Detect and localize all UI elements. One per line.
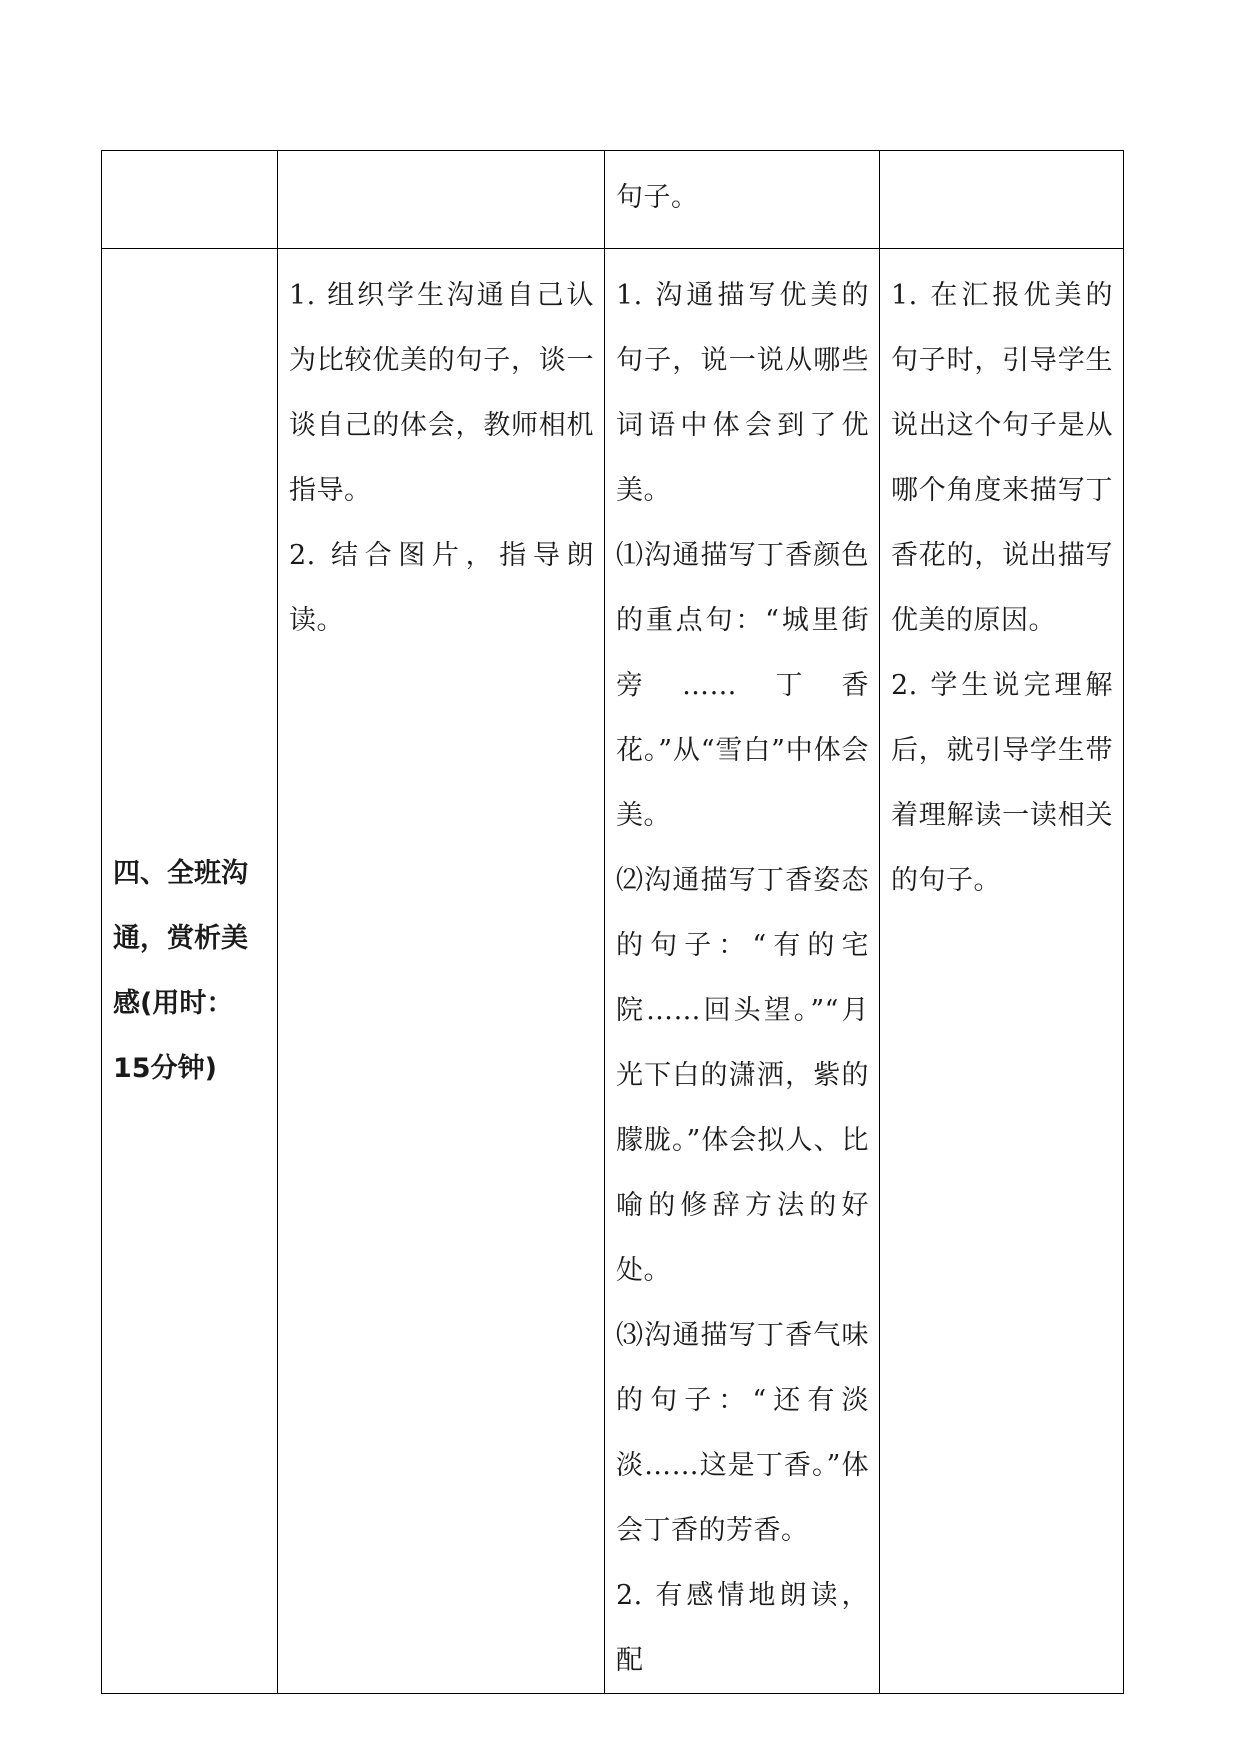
design-intent-cell xyxy=(880,151,1124,249)
table-row xyxy=(102,151,1124,249)
design-step-1: 1. 在汇报优美的句子时，引导学生说出这个句子是从哪个角度来描写丁香花的，说出描写优美的原因。 xyxy=(891,280,1113,636)
cell-text: 句子。 xyxy=(616,182,699,213)
student-step-2: 2. 有感情地朗读，配 xyxy=(616,1580,869,1676)
stage-title: 四、全班沟通，赏析美感(用时：15分钟) xyxy=(113,858,248,1084)
teacher-activity-cell xyxy=(278,249,605,1694)
lesson-plan-table xyxy=(101,150,1124,1694)
stage-cell xyxy=(102,151,278,249)
student-step-1: 1. 沟通描写优美的句子，说一说从哪些词语中体会到了优美。 xyxy=(616,280,869,506)
student-activity-cell xyxy=(605,249,880,1694)
student-substep-2: ⑵沟通描写丁香姿态的句子：“有的宅院……回头望。”“月光下白的潇洒，紫的朦胧。”体会拟人、比喻的修辞方法的好处。 xyxy=(616,865,869,1286)
teacher-activity-cell xyxy=(278,151,605,249)
teacher-step-1: 1. 组织学生沟通自己认为比较优美的句子，谈一谈自己的体会，教师相机指导。 xyxy=(289,280,594,506)
table-row xyxy=(102,249,1124,1694)
design-intent-cell xyxy=(880,249,1124,1694)
design-step-2: 2. 学生说完理解后，就引导学生带着理解读一读相关的句子。 xyxy=(891,670,1113,896)
student-substep-1: ⑴沟通描写丁香颜色的重点句：“城里街旁……丁香花。”从“雪白”中体会美。 xyxy=(616,540,869,831)
student-activity-cell xyxy=(605,151,880,249)
teacher-step-2: 2. 结合图片，指导朗读。 xyxy=(289,540,594,636)
stage-cell xyxy=(102,249,278,1694)
student-substep-3: ⑶沟通描写丁香气味的句子：“还有淡淡……这是丁香。”体会丁香的芳香。 xyxy=(616,1320,869,1546)
